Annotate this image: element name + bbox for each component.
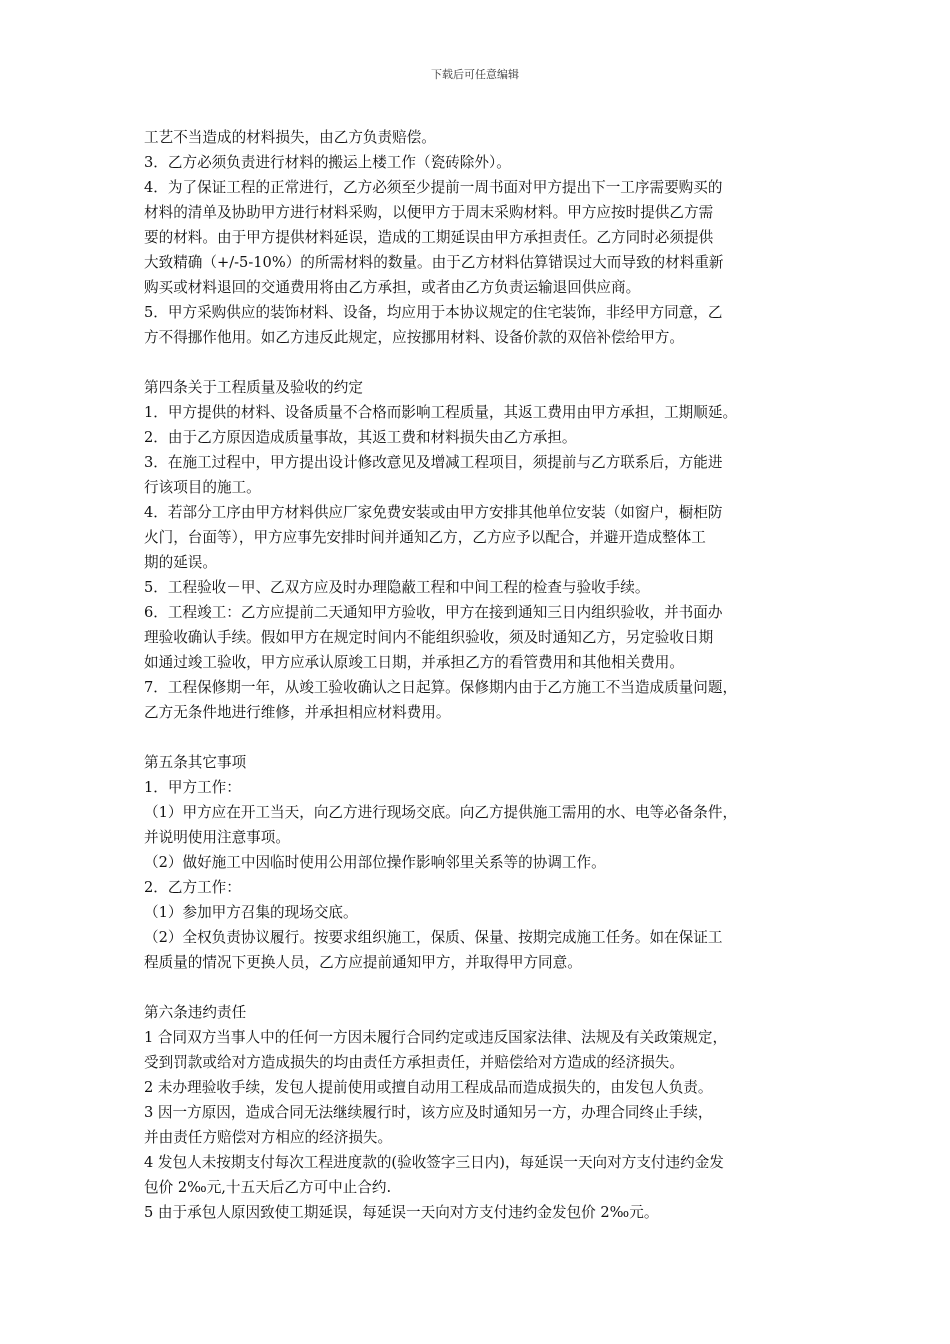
- text-line: 并说明使用注意事项。: [144, 829, 290, 846]
- text-line: 3．在施工过程中，甲方提出设计修改意见及增减工程项目，须提前与乙方联系后，方能进: [144, 454, 723, 471]
- text-line: 1 合同双方当事人中的任何一方因未履行合同约定或违反国家法律、法规及有关政策规定，: [144, 1029, 728, 1046]
- paragraph-gap: [144, 350, 824, 375]
- text-line: 第五条其它事项: [144, 754, 247, 771]
- text-line: 5 由于承包人原因致使工期延误，每延误一天向对方支付违约金发包价 2‰元。: [144, 1204, 659, 1221]
- text-line: （1）甲方应在开工当天，向乙方进行现场交底。向乙方提供施工需用的水、电等必备条件，: [144, 804, 738, 821]
- text-line: 2 未办理验收手续，发包人提前使用或擅自动用工程成品而造成损失的，由发包人负责。: [144, 1079, 713, 1096]
- text-line: 7．工程保修期一年，从竣工验收确认之日起算。保修期内由于乙方施工不当造成质量问题，: [144, 679, 738, 696]
- text-line: 2．乙方工作：: [144, 879, 241, 896]
- text-line: 程质量的情况下更换人员，乙方应提前通知甲方，并取得甲方同意。: [144, 954, 582, 971]
- text-line: 要的材料。由于甲方提供材料延误，造成的工期延误由甲方承担责任。乙方同时必须提供: [144, 229, 714, 246]
- paragraph-gap: [144, 725, 824, 750]
- text-line: 5．工程验收－甲、乙双方应及时办理隐蔽工程和中间工程的检查与验收手续。: [144, 579, 650, 596]
- text-line: 第六条违约责任: [144, 1004, 247, 1021]
- text-line: 1．甲方提供的材料、设备质量不合格而影响工程质量，其返工费用由甲方承担，工期顺延。: [144, 404, 738, 421]
- text-line: 工艺不当造成的材料损失，由乙方负责赔偿。: [144, 129, 436, 146]
- text-line: 1．甲方工作：: [144, 779, 241, 796]
- text-line: 期的延误。: [144, 554, 217, 571]
- text-line: 5．甲方采购供应的装饰材料、设备，均应用于本协议规定的住宅装饰，非经甲方同意，乙: [144, 304, 723, 321]
- text-line: 4．为了保证工程的正常进行，乙方必须至少提前一周书面对甲方提出下一工序需要购买的: [144, 179, 723, 196]
- text-line: 方不得挪作他用。如乙方违反此规定，应按挪用材料、设备价款的双倍补偿给甲方。: [144, 329, 684, 346]
- paragraph-gap: [144, 975, 824, 1000]
- text-line: 并由责任方赔偿对方相应的经济损失。: [144, 1129, 393, 1146]
- text-line: 大致精确（+/-5-10%）的所需材料的数量。由于乙方材料估算错误过大而导致的材料重新: [144, 254, 724, 271]
- text-line: （2）全权负责协议履行。按要求组织施工，保质、保量、按期完成施工任务。如在保证工: [144, 929, 723, 946]
- text-line: 3．乙方必须负责进行材料的搬运上楼工作（瓷砖除外）。: [144, 154, 511, 171]
- text-line: 6．工程竣工：乙方应提前二天通知甲方验收，甲方在接到通知三日内组织验收，并书面办: [144, 604, 723, 621]
- document-body: [144, 125, 824, 1225]
- text-line: 3 因一方原因，造成合同无法继续履行时，该方应及时通知另一方，办理合同终止手续，: [144, 1104, 713, 1121]
- text-line: 第四条关于工程质量及验收的约定: [144, 379, 363, 396]
- text-line: 乙方无条件地进行维修，并承担相应材料费用。: [144, 704, 451, 721]
- text-line: 4 发包人未按期支付每次工程进度款的(验收签字三日内)，每延误一天向对方支付违约金发: [144, 1154, 724, 1171]
- text-line: 如通过竣工验收，甲方应承认原竣工日期，并承担乙方的看管费用和其他相关费用。: [144, 654, 684, 671]
- text-line: 行该项目的施工。: [144, 479, 261, 496]
- text-line: 火门，台面等），甲方应事先安排时间并通知乙方，乙方应予以配合，并避开造成整体工: [144, 529, 706, 546]
- text-line: 2．由于乙方原因造成质量事故，其返工费和材料损失由乙方承担。: [144, 429, 577, 446]
- text-line: （1）参加甲方召集的现场交底。: [144, 904, 358, 921]
- text-line: （2）做好施工中因临时使用公用部位操作影响邻里关系等的协调工作。: [144, 854, 606, 871]
- text-line: 包价 2‰元,十五天后乙方可中止合约.: [144, 1179, 392, 1196]
- text-line: 理验收确认手续。假如甲方在规定时间内不能组织验收，须及时通知乙方，另定验收日期: [144, 629, 714, 646]
- text-line: 购买或材料退回的交通费用将由乙方承担，或者由乙方负责运输退回供应商。: [144, 279, 641, 296]
- text-line: 4．若部分工序由甲方材料供应厂家免费安装或由甲方安排其他单位安装（如窗户，橱柜防: [144, 504, 723, 521]
- text-line: 材料的清单及协助甲方进行材料采购，以便甲方于周末采购材料。甲方应按时提供乙方需: [144, 204, 714, 221]
- text-line: 受到罚款或给对方造成损失的均由责任方承担责任，并赔偿给对方造成的经济损失。: [144, 1054, 684, 1071]
- page-header: 下载后可任意编辑: [431, 68, 519, 81]
